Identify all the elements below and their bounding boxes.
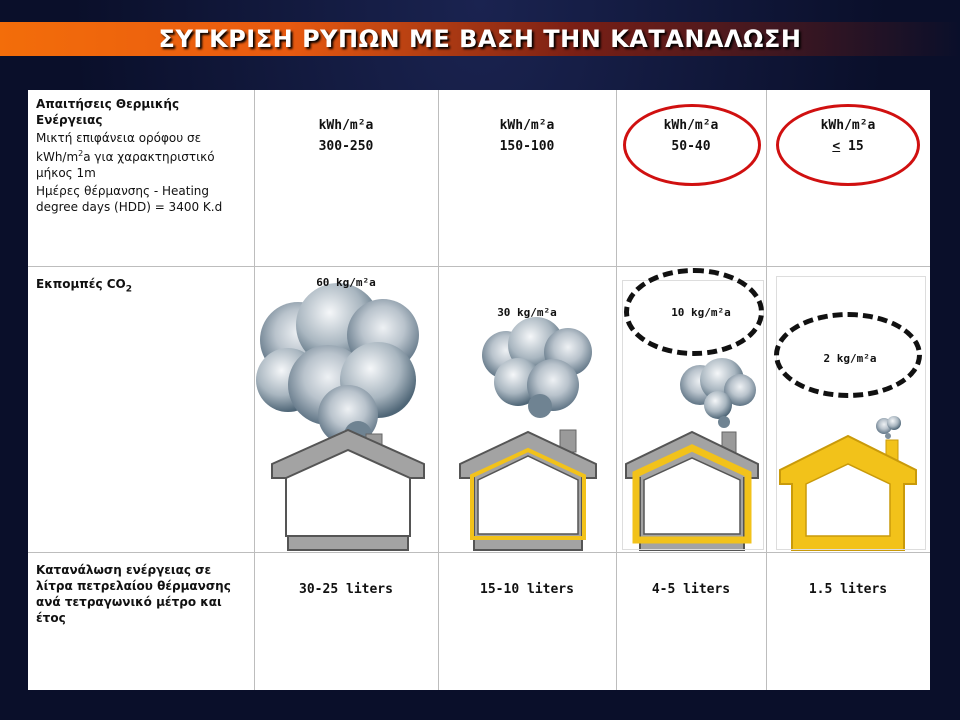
row1-label-surface-b: a για χαρακτηριστικό μήκος 1m [36,150,215,180]
house-thin-insulation [460,430,596,550]
unit-label: kWh/m²a [820,118,876,133]
emission-label: 10 kg/m²a [671,306,731,319]
row1-label-surface-sup: 2 [78,149,84,158]
house-uninsulated [272,430,424,550]
row1-label-title: Απαιτήσεις Θερμικής Ενέργειας [36,97,180,127]
comparison-table [28,90,930,690]
row3-label: Κατανάλωση ενέργειας σε λίτρα πετρελαίου θέρμανσης ανά τετραγωνικό μέτρο και έτος [36,563,231,625]
less-equal-sign: < [832,139,841,154]
smoke-cloud-large [256,283,419,449]
unit-label: kWh/m²a [318,118,374,133]
emission-oval [774,312,922,398]
emission-label: 60 kg/m²a [316,276,376,289]
consumption-value: 30-25 liters [299,582,393,597]
value-label: 300-250 [318,139,374,154]
emission-oval [624,268,764,356]
unit-label: kWh/m²a [499,118,555,133]
value-label: 150-100 [499,139,555,154]
row1-label-surface-a: Μικτή επιφάνεια ορόφου σε kWh/m [36,131,202,164]
row2-label-title: Εκπομπές CO [36,277,126,291]
consumption-value: 4-5 liters [651,582,731,597]
row1-label-hdd: Ημέρες θέρμανσης - Heating degree days (HDD) = 3400 K.d [36,184,223,214]
smoke-cloud-medium [482,317,592,418]
slide-title: ΣΥΓΚΡΙΣΗ ΡΥΠΩΝ ΜΕ ΒΑΣΗ ΤΗΝ ΚΑΤΑΝΑΛΩΣΗ [158,25,802,53]
value-last: 15 [848,139,864,154]
consumption-value: 1.5 liters [808,582,888,597]
consumption-value: 15-10 liters [480,582,574,597]
value-label: 50-40 [671,139,711,154]
emission-label: 2 kg/m²a [823,352,877,365]
unit-label: kWh/m²a [663,118,719,133]
emission-label: 30 kg/m²a [497,306,557,319]
row2-label-sub: 2 [125,284,133,295]
